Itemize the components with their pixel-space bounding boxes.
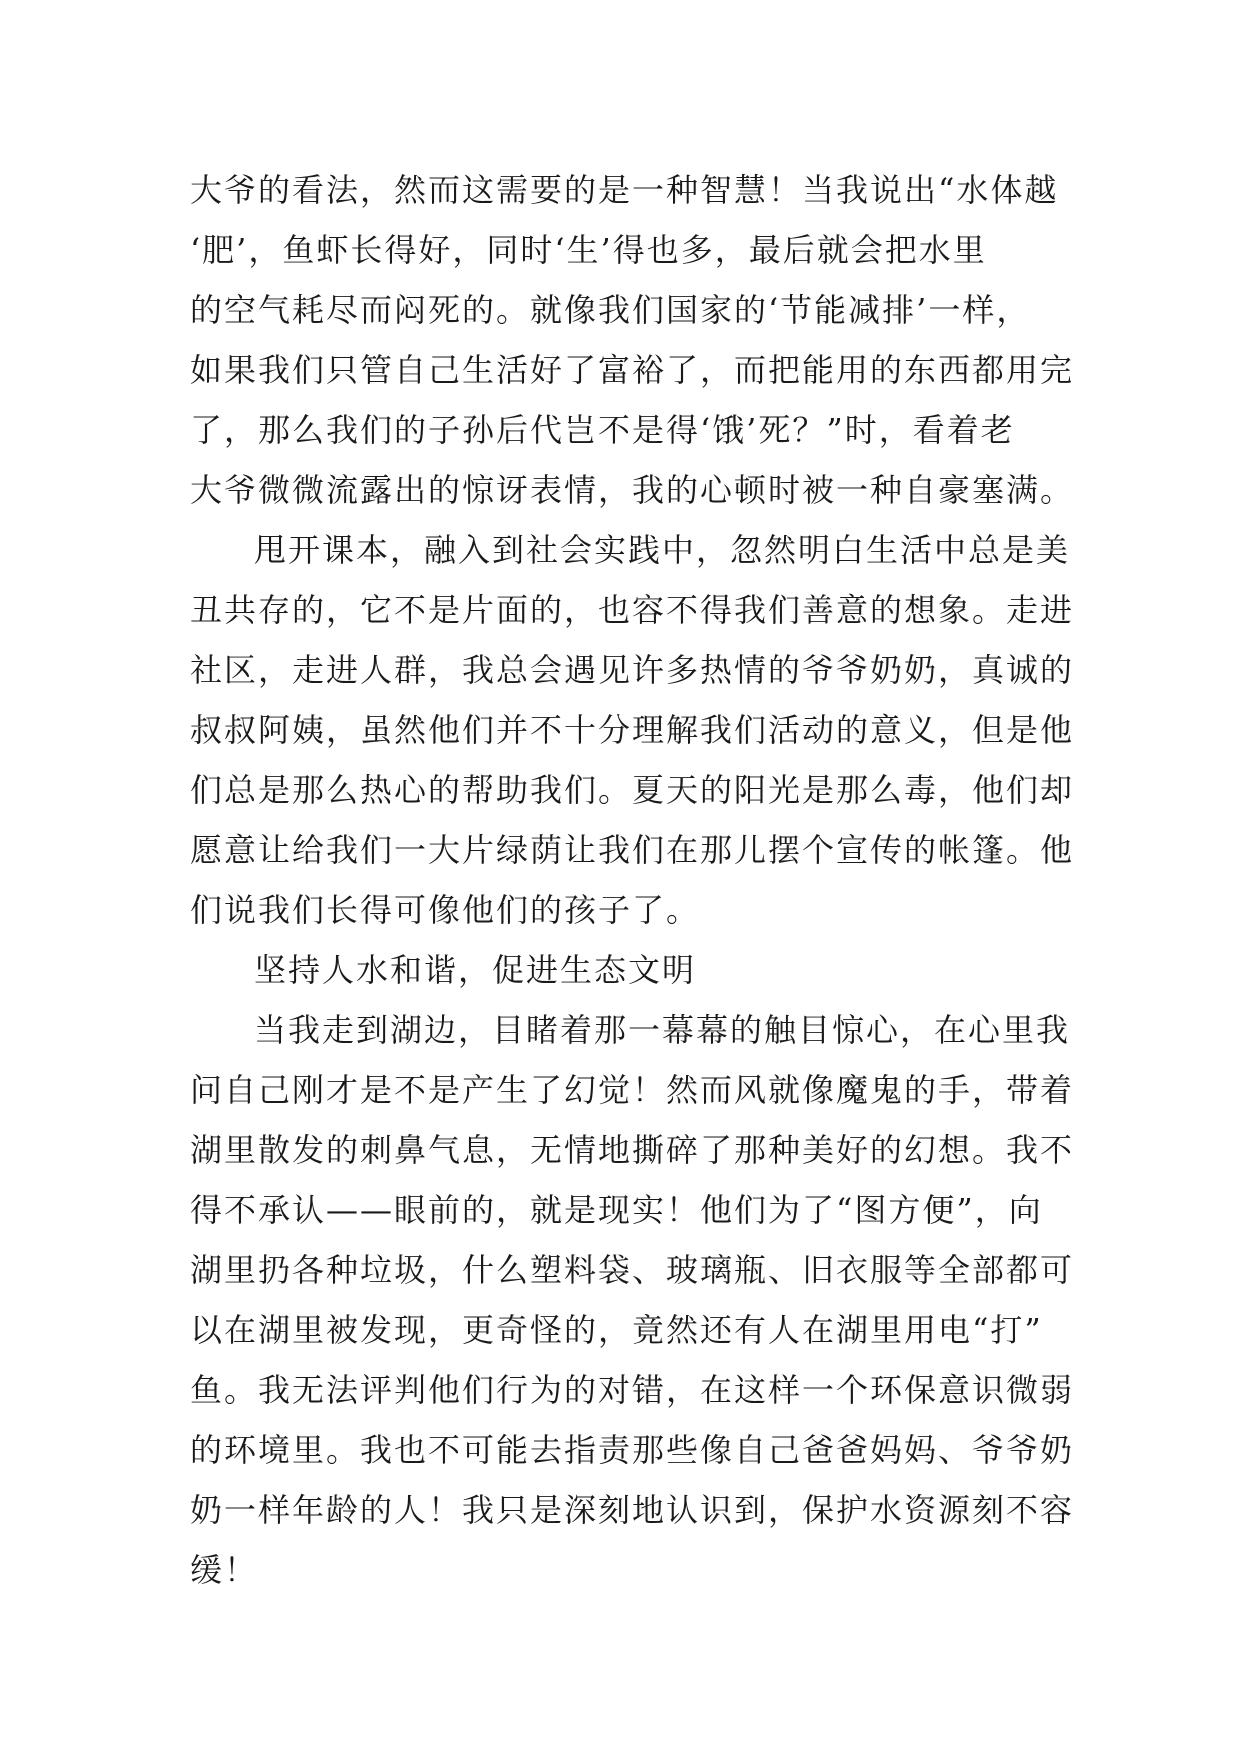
text-line: 问自己刚才是不是产生了幻觉！然而风就像魔鬼的手，带着 [190, 1071, 1075, 1109]
text-line: 丑共存的，它不是片面的，也容不得我们善意的想象。走进 [190, 591, 1075, 629]
paragraph-start-line: 甩开课本，融入到社会实践中，忽然明白生活中总是美 [254, 531, 1071, 569]
text-line: 叔叔阿姨，虽然他们并不十分理解我们活动的意义，但是他 [190, 711, 1075, 749]
text-line: 缓！ [190, 1551, 259, 1589]
text-line: 湖里扔各种垃圾，什么塑料袋、玻璃瓶、旧衣服等全部都可 [190, 1251, 1075, 1289]
body-text [190, 160, 1075, 1600]
text-line: 如果我们只管自己生活好了富裕了，而把能用的东西都用完 [190, 351, 1075, 389]
text-line: 们总是那么热心的帮助我们。夏天的阳光是那么毒，他们却 [190, 771, 1075, 809]
text-line: 们说我们长得可像他们的孩子了。 [190, 891, 701, 929]
text-line: 大爷微微流露出的惊讶表情，我的心顿时被一种自豪塞满。 [190, 471, 1075, 509]
text-line: 奶一样年龄的人！我只是深刻地认识到，保护水资源刻不容 [190, 1491, 1075, 1529]
text-line: 的空气耗尽而闷死的。就像我们国家的‘节能减排’一样， [190, 291, 1031, 329]
text-line: 鱼。我无法评判他们行为的对错，在这样一个环保意识微弱 [190, 1371, 1075, 1409]
section-heading: 坚持人水和谐，促进生态文明 [254, 951, 697, 989]
text-line: 大爷的看法，然而这需要的是一种智慧！当我说出“水体越 [190, 171, 1059, 209]
text-line: 得不承认——眼前的，就是现实！他们为了“图方便”，向 [190, 1191, 1043, 1229]
text-line: 社区，走进人群，我总会遇见许多热情的爷爷奶奶，真诚的 [190, 651, 1075, 689]
text-line: 了，那么我们的子孙后代岂不是得‘饿’死？”时，看着老 [190, 411, 1015, 449]
text-line: 愿意让给我们一大片绿荫让我们在那儿摆个宣传的帐篷。他 [190, 831, 1075, 869]
text-line: 以在湖里被发现，更奇怪的，竟然还有人在湖里用电“打” [190, 1311, 1043, 1349]
text-line: ‘肥’，鱼虾长得好，同时‘生’得也多，最后就会把水里 [190, 231, 987, 269]
paragraph-start-line: 当我走到湖边，目睹着那一幕幕的触目惊心，在心里我 [254, 1011, 1071, 1049]
text-line: 的环境里。我也不可能去指责那些像自己爸爸妈妈、爷爷奶 [190, 1431, 1075, 1469]
text-line: 湖里散发的刺鼻气息，无情地撕碎了那种美好的幻想。我不 [190, 1131, 1075, 1169]
